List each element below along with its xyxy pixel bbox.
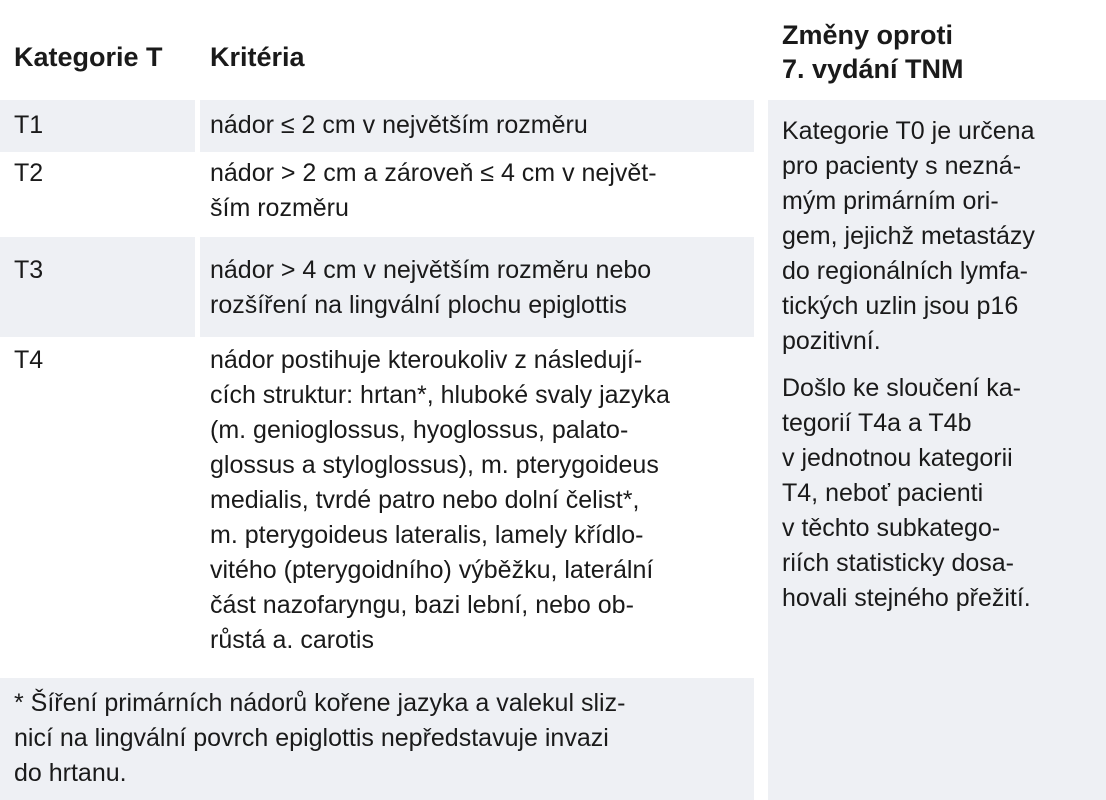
changes-line: Kategorie T0 je určena	[782, 117, 1035, 145]
changes-line: mým primárním ori-	[782, 187, 999, 215]
criteria-line: nádor postihuje kteroukoliv z následují-	[210, 346, 643, 374]
criteria-line: glossus a styloglossus), m. pterygoideus	[210, 451, 659, 479]
criteria-line: (m. genioglossus, hyoglossus, palato-	[210, 416, 629, 444]
footnote-line: nicí na lingvální povrch epiglottis nepředstavuje invazi	[14, 724, 609, 752]
criteria-cell	[200, 100, 754, 152]
header-changes	[782, 18, 1082, 86]
criteria-cell	[200, 152, 754, 232]
criteria-line: vitého (pterygoidního) výběžku, laterální	[210, 556, 654, 584]
criteria-line: cích struktur: hrtan*, hluboké svaly jazyka	[210, 381, 670, 409]
criteria-line: část nazofaryngu, bazi lební, nebo ob-	[210, 591, 634, 619]
criteria-line: ším rozměru	[210, 194, 349, 222]
table-row	[0, 100, 754, 152]
changes-line: hovali stejného přežití.	[782, 584, 1031, 612]
changes-line: pro pacienty s nezná-	[782, 152, 1022, 180]
table-row	[0, 337, 754, 673]
header-changes-line: Změny oproti	[782, 20, 954, 50]
footnote-line: do hrtanu.	[14, 759, 127, 787]
category-cell: T2	[14, 159, 44, 187]
criteria-line: medialis, tvrdé patro nebo dolní čelist*,	[210, 486, 640, 514]
changes-line: tických uzlin jsou p16	[782, 292, 1019, 320]
changes-column	[768, 100, 1106, 800]
changes-line: do regionálních lymfa-	[782, 257, 1028, 285]
criteria-line: rozšíření na lingvální plochu epiglottis	[210, 291, 627, 319]
changes-line: tegorií T4a a T4b	[782, 409, 972, 437]
criteria-line: m. pterygoideus lateralis, lamely křídlo-	[210, 521, 644, 549]
table-row	[0, 237, 754, 337]
changes-line: gem, jejichž metastázy	[782, 222, 1035, 250]
changes-paragraph	[782, 371, 1106, 616]
changes-paragraph	[782, 114, 1106, 359]
criteria-line: nádor > 2 cm a zároveň ≤ 4 cm v největ-	[210, 159, 657, 187]
criteria-cell	[200, 237, 754, 337]
changes-line: v těchto subkatego-	[782, 514, 1001, 542]
changes-line: riích statisticky dosa-	[782, 549, 1015, 577]
changes-line: pozitivní.	[782, 327, 881, 355]
category-cell: T4	[14, 346, 44, 374]
header-changes-line: 7. vydání TNM	[782, 54, 964, 84]
changes-line: Došlo ke sloučení ka-	[782, 374, 1022, 402]
footnote-line: * Šíření primárních nádorů kořene jazyka a valekul sliz-	[14, 689, 626, 717]
criteria-line: nádor > 4 cm v největším rozměru nebo	[210, 256, 652, 284]
criteria-cell	[200, 337, 754, 673]
header-criteria: Kritéria	[210, 42, 305, 72]
changes-line: T4, neboť pacienti	[782, 479, 984, 507]
category-cell: T3	[0, 237, 195, 337]
changes-line: v jednotnou kategorii	[782, 444, 1013, 472]
criteria-line: nádor ≤ 2 cm v největším rozměru	[210, 111, 588, 139]
table-row	[0, 152, 754, 232]
category-cell: T1	[0, 100, 195, 152]
header-category: Kategorie T	[14, 42, 163, 72]
criteria-line: růstá a. carotis	[210, 626, 374, 654]
footnote	[0, 678, 754, 800]
